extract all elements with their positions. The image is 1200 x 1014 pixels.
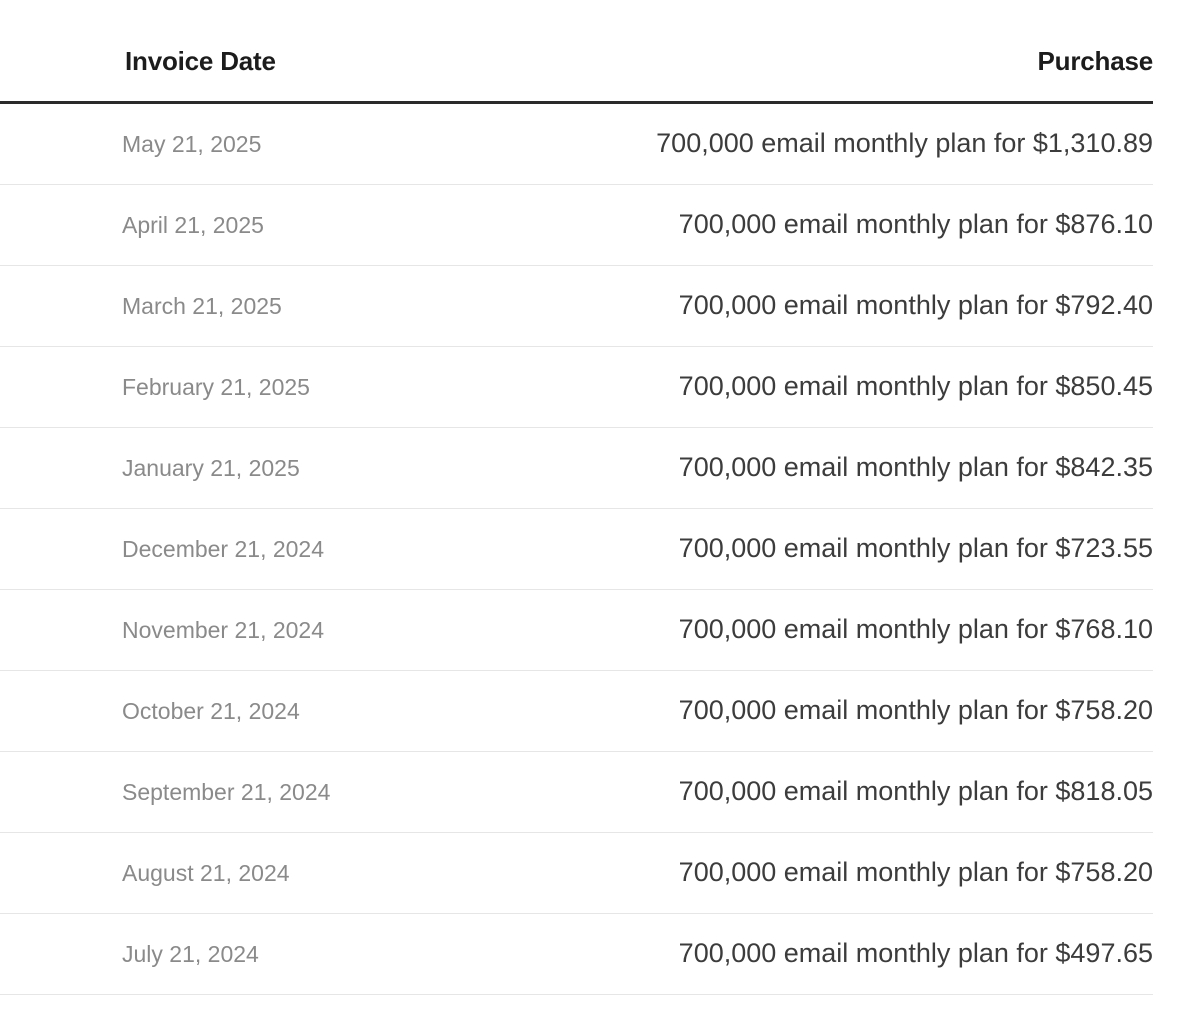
table-row	[0, 914, 1153, 995]
table-row	[0, 266, 1153, 347]
invoice-date: April 21, 2025	[122, 212, 264, 238]
purchase-description: 700,000 email monthly plan for $818.05	[678, 776, 1153, 806]
purchase-description: 700,000 email monthly plan for $758.20	[678, 857, 1153, 887]
invoice-date: December 21, 2024	[122, 536, 325, 562]
table-row	[0, 428, 1153, 509]
table-row	[0, 104, 1153, 185]
table-row	[0, 671, 1153, 752]
invoice-date: September 21, 2024	[122, 779, 331, 805]
invoice-date: November 21, 2024	[122, 617, 325, 643]
invoice-date: March 21, 2025	[122, 293, 282, 319]
table-row	[0, 590, 1153, 671]
purchase-description: 700,000 email monthly plan for $758.20	[678, 695, 1153, 725]
purchase-description: 700,000 email monthly plan for $723.55	[678, 533, 1153, 563]
purchase-description: 700,000 email monthly plan for $792.40	[678, 290, 1153, 320]
invoice-date: January 21, 2025	[122, 455, 300, 481]
table-header	[0, 0, 1153, 104]
purchase-description: 700,000 email monthly plan for $768.10	[678, 614, 1153, 644]
purchase-description: 700,000 email monthly plan for $1,310.89	[656, 128, 1153, 158]
column-header-invoice-date[interactable]: Invoice Date	[125, 46, 276, 76]
invoice-date: February 21, 2025	[122, 374, 310, 400]
table-row	[0, 347, 1153, 428]
purchase-description: 700,000 email monthly plan for $842.35	[678, 452, 1153, 482]
table-row	[0, 833, 1153, 914]
invoice-date: August 21, 2024	[122, 860, 290, 886]
invoice-date: May 21, 2025	[122, 131, 262, 157]
invoice-date: October 21, 2024	[122, 698, 300, 724]
table-row	[0, 185, 1153, 266]
invoice-date: July 21, 2024	[122, 941, 259, 967]
purchase-description: 700,000 email monthly plan for $850.45	[678, 371, 1153, 401]
table-row	[0, 509, 1153, 590]
purchase-description: 700,000 email monthly plan for $497.65	[678, 938, 1153, 968]
purchase-description: 700,000 email monthly plan for $876.10	[678, 209, 1153, 239]
column-header-purchase[interactable]: Purchase	[1037, 46, 1153, 76]
table-row	[0, 752, 1153, 833]
